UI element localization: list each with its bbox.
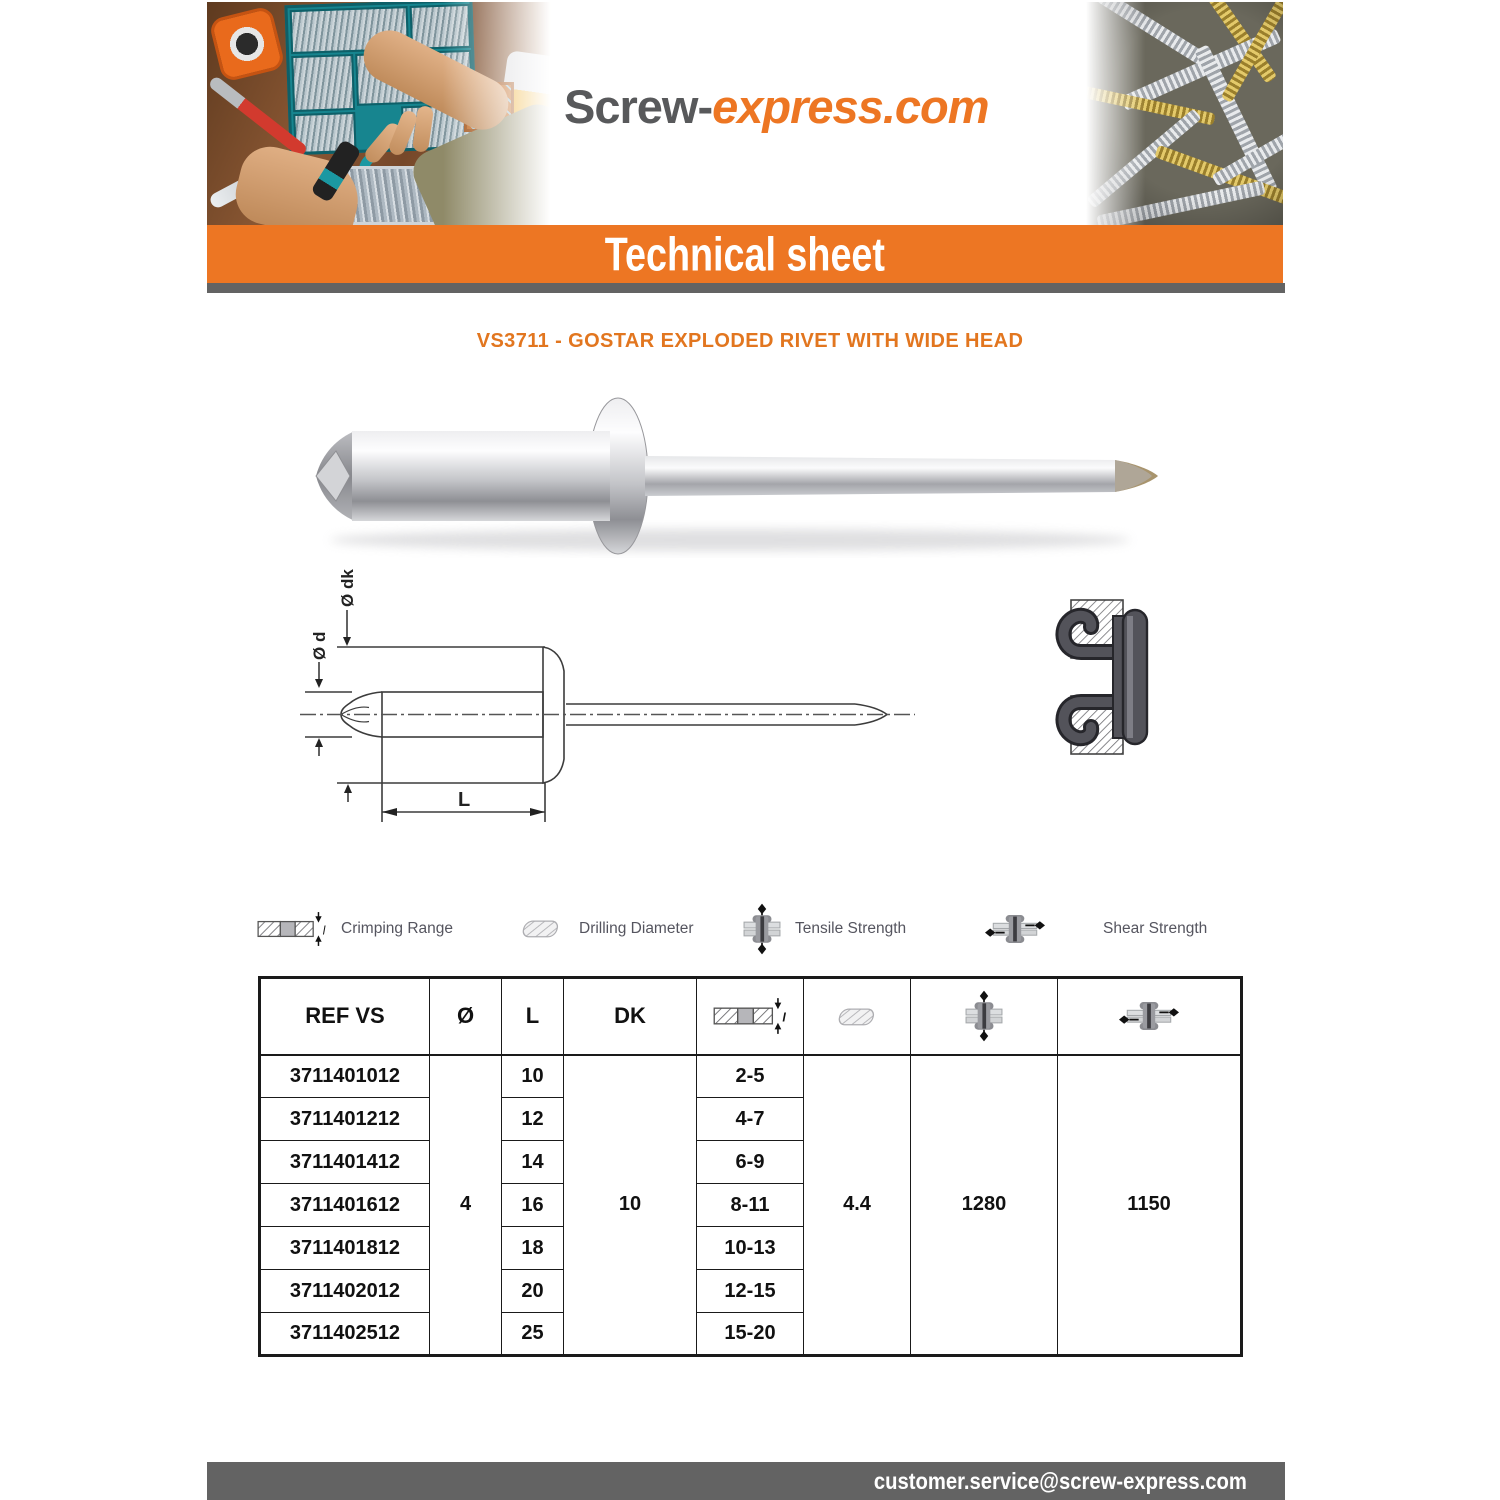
technical-sheet-banner bbox=[207, 225, 1283, 283]
product-title: VS3711 - GOSTAR EXPLODED RIVET WITH WIDE HEAD bbox=[476, 330, 1024, 352]
ref-cell: 3711401412 bbox=[260, 1141, 430, 1184]
length-cell: 10 bbox=[502, 1055, 564, 1098]
length-cell: 16 bbox=[502, 1184, 564, 1227]
length-cell: 18 bbox=[502, 1227, 564, 1270]
tensile-strength-merged-cell: 1280 bbox=[911, 1055, 1058, 1356]
footer-email: customer.service@screw-express.com bbox=[873, 1467, 1247, 1494]
col-header-diameter: Ø bbox=[430, 978, 502, 1055]
spec-table bbox=[258, 976, 1243, 1357]
divider-strip bbox=[207, 283, 1285, 293]
ref-cell: 3711401212 bbox=[260, 1098, 430, 1141]
crimping-range-cell: 6-9 bbox=[697, 1141, 804, 1184]
rivet-product-photo bbox=[300, 383, 1200, 558]
table-header-row bbox=[260, 978, 1242, 1055]
legend-crimping-range bbox=[257, 893, 453, 965]
crimping-range-cell: 10-13 bbox=[697, 1227, 804, 1270]
drilling-diameter-merged-cell: 4.4 bbox=[804, 1055, 911, 1356]
banner-title: Technical sheet bbox=[604, 227, 886, 281]
tensile-strength-icon bbox=[743, 903, 781, 955]
crimping-range-icon bbox=[257, 911, 327, 947]
length-cell: 14 bbox=[502, 1141, 564, 1184]
ref-cell: 3711402012 bbox=[260, 1270, 430, 1313]
ref-cell: 3711401812 bbox=[260, 1227, 430, 1270]
brand-logo bbox=[554, 58, 989, 154]
length-cell: 12 bbox=[502, 1098, 564, 1141]
length-cell: 20 bbox=[502, 1270, 564, 1313]
workbench-photo bbox=[207, 2, 554, 225]
diagram-label-dk: Ø dk bbox=[338, 569, 357, 607]
shear-strength-merged-cell: 1150 bbox=[1058, 1055, 1242, 1356]
screws-photo bbox=[1086, 2, 1283, 225]
legend-label: Tensile Strength bbox=[795, 920, 907, 937]
crimping-range-cell: 2-5 bbox=[697, 1055, 804, 1098]
table-row bbox=[260, 1055, 1242, 1098]
col-header-crimping-range bbox=[697, 978, 804, 1055]
ref-cell: 3711402512 bbox=[260, 1313, 430, 1356]
logo-text-secondary: express.com bbox=[712, 79, 989, 133]
ref-cell: 3711401612 bbox=[260, 1184, 430, 1227]
drilling-diameter-icon bbox=[517, 918, 565, 941]
footer-bar bbox=[207, 1462, 1285, 1500]
crimping-range-icon bbox=[713, 997, 787, 1035]
diagram-label-l: L bbox=[458, 789, 471, 811]
rivet-dimension-diagram bbox=[280, 550, 940, 860]
logo-text-primary: Screw- bbox=[564, 79, 713, 133]
shear-strength-icon bbox=[985, 908, 1045, 950]
drilling-diameter-icon bbox=[833, 1006, 881, 1029]
diameter-merged-cell: 4 bbox=[430, 1055, 502, 1356]
crimping-range-cell: 4-7 bbox=[697, 1098, 804, 1141]
legend-label: Drilling Diameter bbox=[579, 920, 694, 937]
legend-shear-strength bbox=[985, 893, 1207, 965]
installed-rivet-icon bbox=[1045, 592, 1155, 762]
col-header-shear-strength bbox=[1058, 978, 1242, 1055]
tensile-strength-icon bbox=[965, 990, 1003, 1042]
col-header-drilling-diameter bbox=[804, 978, 911, 1055]
crimping-range-cell: 8-11 bbox=[697, 1184, 804, 1227]
legend-label: Shear Strength bbox=[1103, 920, 1208, 937]
legend-label: Crimping Range bbox=[341, 920, 453, 937]
dk-merged-cell: 10 bbox=[564, 1055, 697, 1356]
length-cell: 25 bbox=[502, 1313, 564, 1356]
col-header-dk: DK bbox=[564, 978, 697, 1055]
ref-cell: 3711401012 bbox=[260, 1055, 430, 1098]
col-header-length: L bbox=[502, 978, 564, 1055]
col-header-ref: REF VS bbox=[260, 978, 430, 1055]
legend-drilling-diameter bbox=[517, 893, 694, 965]
diagram-label-d: Ø d bbox=[310, 631, 329, 660]
brand-logo-text bbox=[564, 79, 989, 134]
icon-legend bbox=[207, 893, 1327, 965]
legend-tensile-strength bbox=[743, 893, 906, 965]
crimping-range-cell: 12-15 bbox=[697, 1270, 804, 1313]
crimping-range-cell: 15-20 bbox=[697, 1313, 804, 1356]
col-header-tensile-strength bbox=[911, 978, 1058, 1055]
shear-strength-icon bbox=[1119, 995, 1179, 1037]
